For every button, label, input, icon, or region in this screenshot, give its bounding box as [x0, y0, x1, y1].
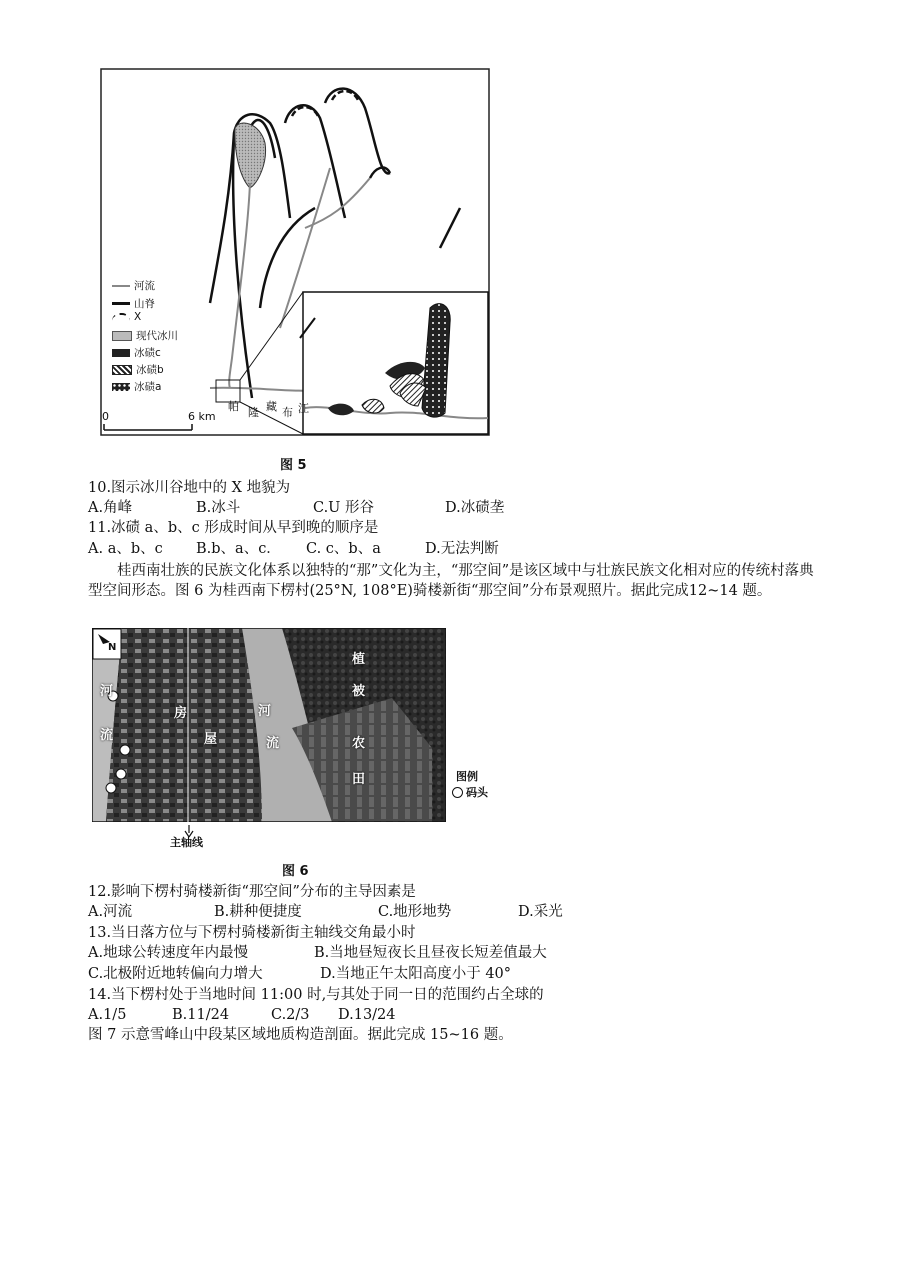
scale-zero: 0 [102, 410, 109, 423]
house-char-2: 屋 [204, 732, 218, 747]
q11-stem: 11.冰碛 a、b、c 形成时间从早到晚的顺序是 [88, 520, 379, 536]
q13-option-a[interactable]: A.地球公转速度年内最慢 [88, 945, 249, 961]
legend-ridge: 山脊 [112, 296, 155, 311]
river-char-5: 江 [298, 402, 309, 415]
legend-x: X [112, 311, 141, 323]
q13-option-d[interactable]: D.当地正午太阳高度小于 40° [320, 966, 512, 982]
river-char-2: 隆 [248, 406, 259, 419]
river-char-3: 藏 [266, 400, 277, 413]
farmland-char-2: 田 [352, 772, 366, 787]
figure-5 [100, 68, 490, 438]
river-line-icon [112, 285, 130, 287]
vegetation-char-1: 植 [352, 652, 366, 667]
figure-5-caption: 图 5 [280, 458, 307, 473]
fig6-legend-title: 图例 [456, 770, 478, 783]
mid-river-char-1: 河 [258, 704, 272, 719]
q14-option-b[interactable]: B.11/24 [172, 1007, 230, 1023]
farmland-char-1: 农 [352, 736, 366, 751]
q13-stem: 13.当日落方位与下楞村骑楼新街主轴线交角最小时 [88, 925, 416, 941]
figure-6-caption: 图 6 [282, 864, 309, 879]
figure-6-photo [92, 628, 446, 822]
scale-km: 6 km [188, 410, 216, 423]
legend-moraine-c: 冰碛c [112, 345, 161, 360]
q12-option-c[interactable]: C.地形地势 [378, 904, 452, 920]
q13-option-c[interactable]: C.北极附近地转偏向力增大 [88, 966, 263, 982]
left-river-char-1: 河 [100, 684, 114, 699]
q14-option-d[interactable]: D.13/24 [338, 1007, 396, 1023]
moraine-b-swatch-icon [112, 365, 132, 375]
river-char-4: 布 [282, 406, 293, 419]
legend-moraine-a: 冰碛a [112, 379, 161, 394]
figure-6 [92, 628, 446, 822]
q12-option-d[interactable]: D.采光 [518, 904, 563, 920]
main-axis-arrow-icon [184, 822, 194, 834]
q10-stem: 10.图示冰川谷地中的 X 地貌为 [88, 480, 291, 496]
dock-circle-icon [452, 787, 463, 798]
ridge-line-icon [112, 302, 130, 305]
main-axis-label: 主轴线 [170, 836, 203, 849]
legend-moraine-b: 冰碛b [112, 362, 164, 377]
q11-option-c[interactable]: C. c、b、a [306, 541, 381, 557]
fig6-legend-dock: 码头 [452, 784, 488, 800]
q11-option-d[interactable]: D.无法判断 [425, 541, 499, 557]
q11-option-a[interactable]: A. a、b、c [88, 541, 163, 557]
river-char-1: 帕 [228, 400, 239, 413]
q14-stem: 14.当下楞村处于当地时间 11:00 时,与其处于同一日的范围约占全球的 [88, 987, 544, 1003]
legend-modern-glacier: 现代冰川 [112, 328, 178, 343]
q10-option-d[interactable]: D.冰碛垄 [445, 500, 505, 516]
house-char-1: 房 [174, 706, 188, 721]
q14-option-c[interactable]: C.2/3 [271, 1007, 310, 1023]
moraine-c-swatch-icon [112, 349, 130, 357]
legend-river: 河流 [112, 278, 155, 293]
glacier-swatch-icon [112, 331, 132, 341]
q10-option-c[interactable]: C.U 形谷 [313, 500, 375, 516]
q11-option-b[interactable]: B.b、a、c． [196, 541, 281, 557]
north-label: N [108, 642, 117, 653]
mid-river-char-2: 流 [266, 736, 280, 751]
q12-option-a[interactable]: A.河流 [88, 904, 133, 920]
q13-option-b[interactable]: B.当地昼短夜长且昼夜长短差值最大 [314, 945, 547, 961]
q10-option-a[interactable]: A.角峰 [88, 500, 133, 516]
q14-option-a[interactable]: A.1/5 [88, 1007, 127, 1023]
q12-option-b[interactable]: B.耕种便捷度 [214, 904, 302, 920]
passage-12-14: 桂西南壮族的民族文化体系以独特的“那”文化为主，“那空间”是该区域中与壮族民族文化相对应的传统村落典型空间形态。图 6 为桂西南下楞村(25°N, 108°E)骑楼新街“那空间”分布景观照片。据此完成12~14 题。 [88, 563, 814, 599]
cirque-arc-icon [112, 313, 130, 321]
intro-15-16: 图 7 示意雪峰山中段某区域地质构造剖面。据此完成 15~16 题。 [88, 1027, 513, 1043]
moraine-a-swatch-icon [112, 383, 130, 391]
q10-option-b[interactable]: B.冰斗 [196, 500, 241, 516]
q12-stem: 12.影响下楞村骑楼新街“那空间”分布的主导因素是 [88, 884, 416, 900]
vegetation-char-2: 被 [352, 684, 366, 699]
left-river-char-2: 流 [100, 728, 114, 743]
